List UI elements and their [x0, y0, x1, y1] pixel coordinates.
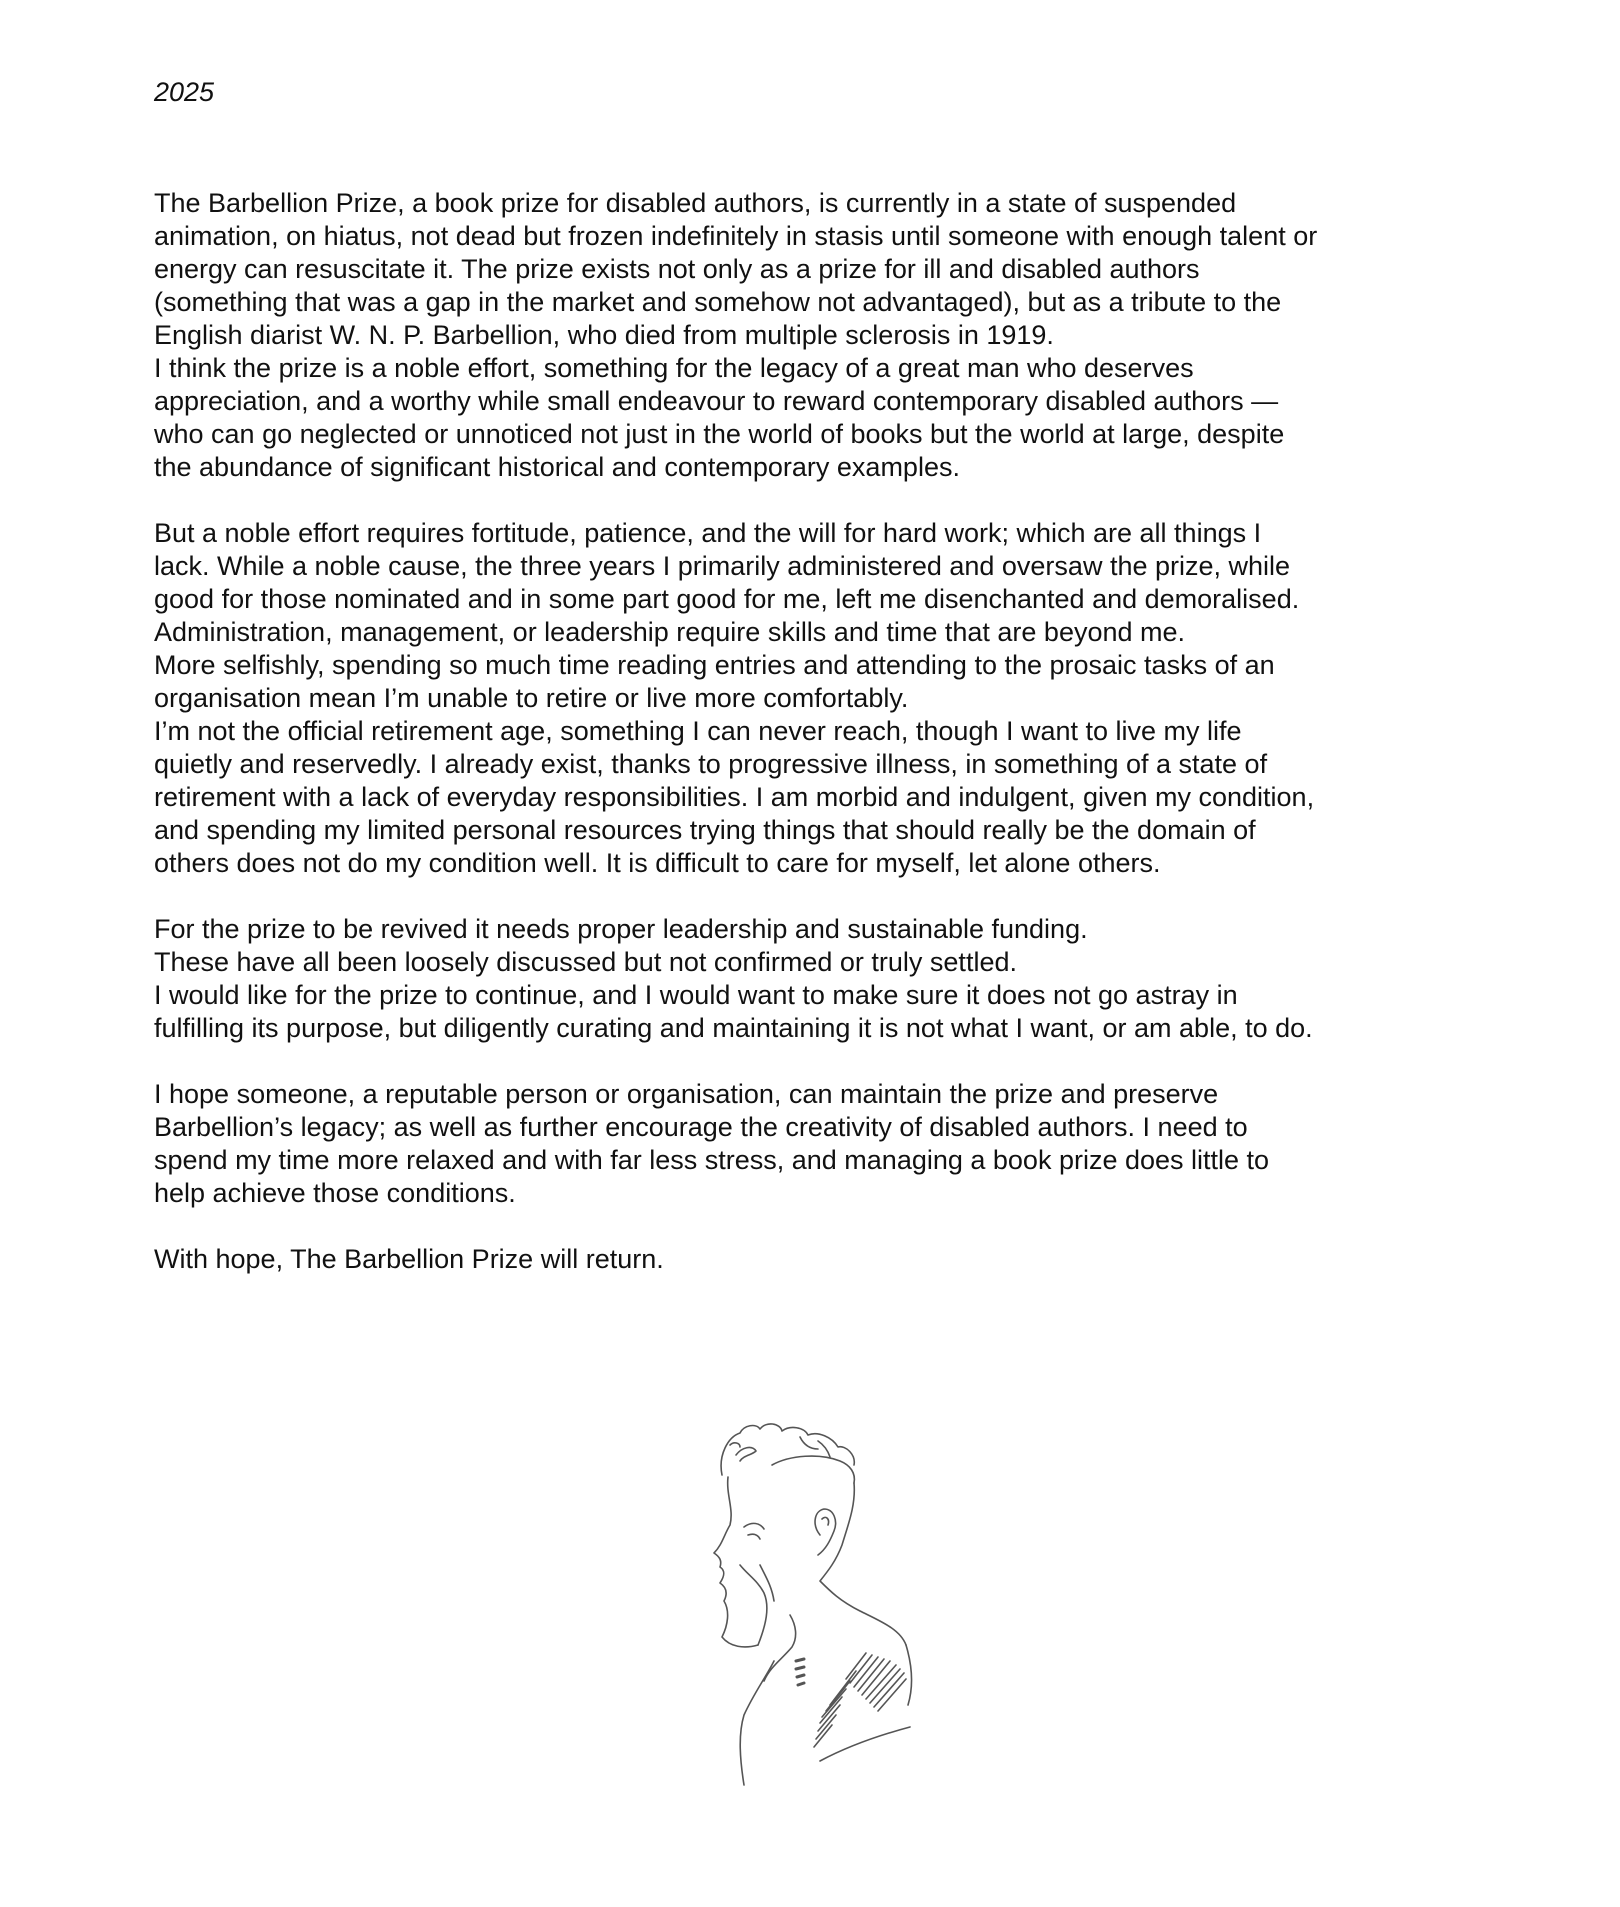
text-line: With hope, The Barbellion Prize will return.: [154, 1244, 664, 1274]
text-line: who can go neglected or unnoticed not just in the world of books but the world at large, despite: [154, 419, 1285, 449]
text-line: These have all been loosely discussed but not confirmed or truly settled.: [154, 947, 1017, 977]
text-line: the abundance of significant historical and contemporary examples.: [154, 452, 960, 482]
text-line: I’m not the official retirement age, something I can never reach, though I want to live my life: [154, 716, 1242, 746]
text-line: I think the prize is a noble effort, something for the legacy of a great man who deserves: [154, 353, 1194, 383]
text-line: help achieve those conditions.: [154, 1178, 516, 1208]
text-line: But a noble effort requires fortitude, patience, and the will for hard work; which are all things I: [154, 518, 1262, 548]
text-line: English diarist W. N. P. Barbellion, who died from multiple sclerosis in 1919.: [154, 320, 1054, 350]
text-line: (something that was a gap in the market and somehow not advantaged), but as a tribute to the: [154, 287, 1282, 317]
text-line: lack. While a noble cause, the three years I primarily administered and oversaw the prize, while: [154, 551, 1291, 581]
portrait-sketch-icon: [700, 1415, 960, 1795]
text-line: For the prize to be revived it needs proper leadership and sustainable funding.: [154, 914, 1088, 944]
text-line: organisation mean I’m unable to retire or live more comfortably.: [154, 683, 909, 713]
text-line: I would like for the prize to continue, and I would want to make sure it does not go astray in: [154, 980, 1238, 1010]
text-line: Administration, management, or leadership require skills and time that are beyond me.: [154, 617, 1186, 647]
paragraph-4: [154, 1078, 1484, 1210]
paragraph-2: [154, 517, 1484, 880]
closing-line: [154, 1243, 1484, 1276]
paragraph-1: [154, 187, 1484, 484]
text-line: energy can resuscitate it. The prize exists not only as a prize for ill and disabled authors: [154, 254, 1200, 284]
text-line: animation, on hiatus, not dead but frozen indefinitely in stasis until someone with enough talent or: [154, 221, 1318, 251]
text-line: others does not do my condition well. It is difficult to care for myself, let alone others.: [154, 848, 1161, 878]
text-line: The Barbellion Prize, a book prize for disabled authors, is currently in a state of suspended: [154, 188, 1237, 218]
text-line: spend my time more relaxed and with far less stress, and managing a book prize does little to: [154, 1145, 1270, 1175]
text-line: quietly and reservedly. I already exist, thanks to progressive illness, in something of a state of: [154, 749, 1268, 779]
text-line: retirement with a lack of everyday responsibilities. I am morbid and indulgent, given my condition,: [154, 782, 1315, 812]
text-line: appreciation, and a worthy while small endeavour to reward contemporary disabled authors —: [154, 386, 1279, 416]
text-line: good for those nominated and in some part good for me, left me disenchanted and demoralised.: [154, 584, 1300, 614]
paragraph-3: [154, 913, 1484, 1045]
text-line: I hope someone, a reputable person or organisation, can maintain the prize and preserve: [154, 1079, 1219, 1109]
text-line: fulfilling its purpose, but diligently curating and maintaining it is not what I want, or am able, to do.: [154, 1013, 1313, 1043]
letter: [154, 76, 1484, 1309]
text-line: More selfishly, spending so much time reading entries and attending to the prosaic tasks of an: [154, 650, 1275, 680]
text-line: and spending my limited personal resources trying things that should really be the domain of: [154, 815, 1256, 845]
text-line: Barbellion’s legacy; as well as further encourage the creativity of disabled authors. I need to: [154, 1112, 1248, 1142]
date: 2025: [154, 77, 215, 107]
